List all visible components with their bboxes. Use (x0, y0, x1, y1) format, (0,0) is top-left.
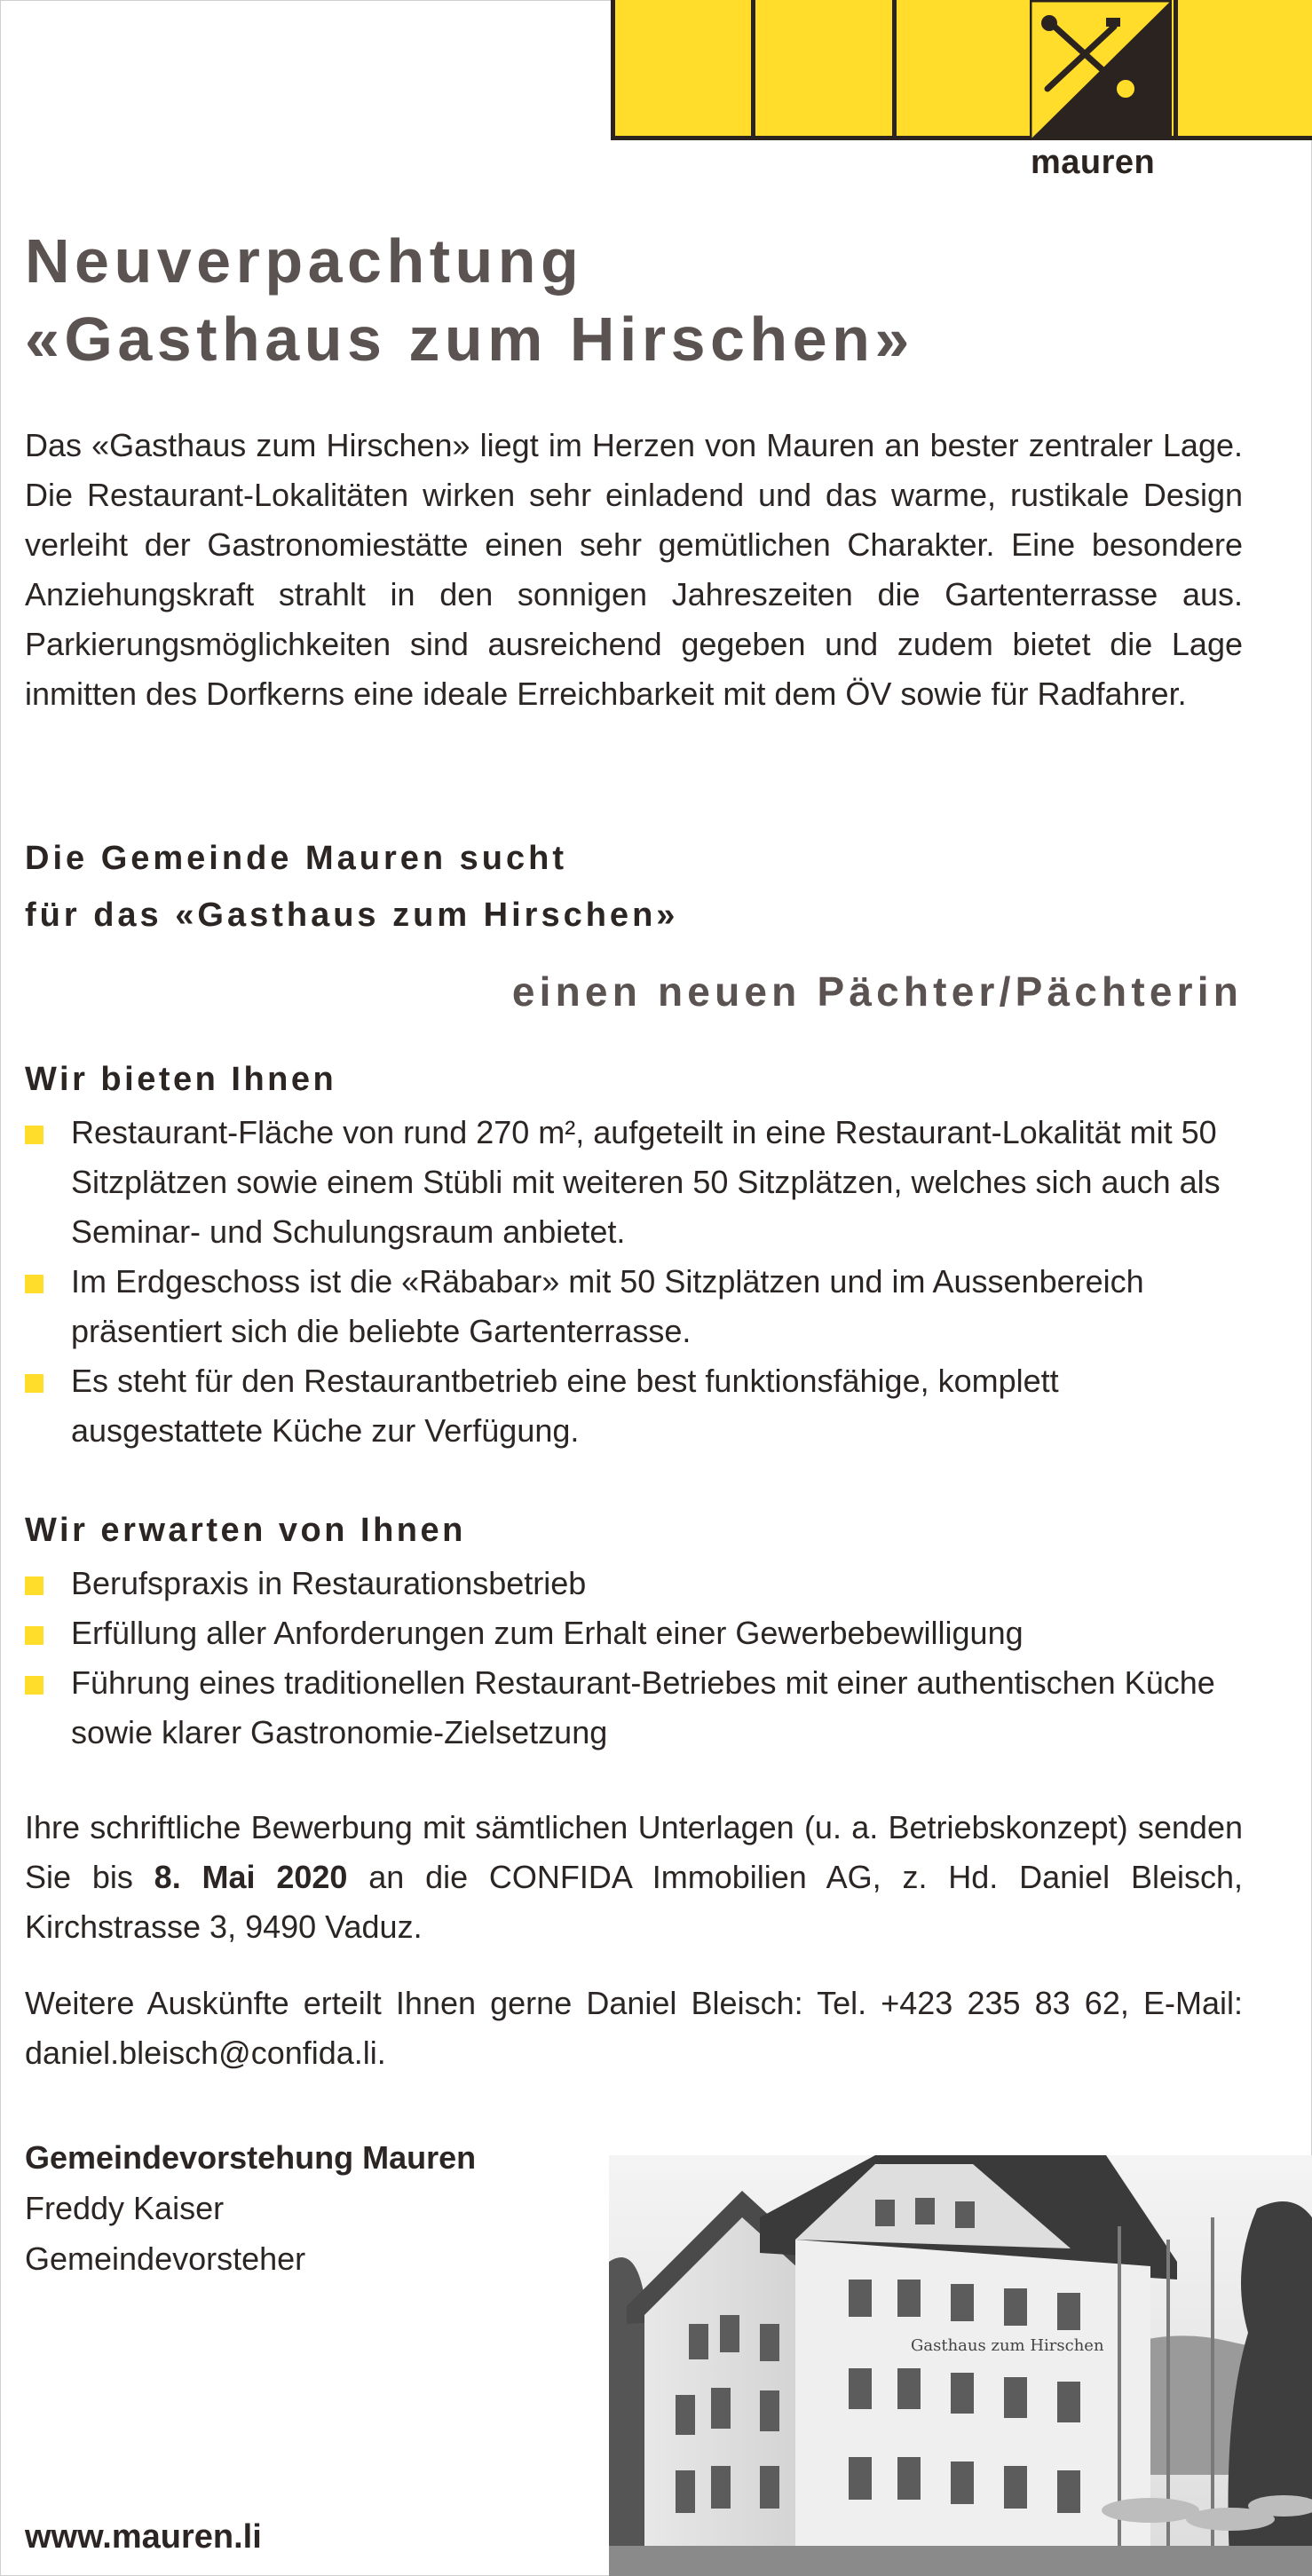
bullet-square-icon (25, 1126, 43, 1144)
list-item (25, 1658, 1243, 1758)
application-text-after: an die CONFIDA Immobilien AG, z. Hd. Daniel Bleisch, Kirchstrasse 3, 9490 Vaduz. (25, 1859, 1244, 1945)
header-segment (611, 0, 751, 140)
page-title (25, 222, 914, 378)
expect-item-text: Berufspraxis in Restaurationsbetrieb (71, 1565, 587, 1601)
header-segment (1174, 0, 1312, 140)
contact-paragraph: Weitere Auskünfte erteilt Ihnen gerne Daniel Bleisch: Tel. +423 235 83 62, E-Mail: daniel.bleisch@confida.li. (25, 1985, 1243, 2071)
header-segment (751, 0, 891, 140)
role-heading: einen neuen Pächter/Pächterin (511, 968, 1243, 1015)
offer-heading: Wir bieten Ihnen (25, 1061, 337, 1098)
bullet-square-icon (25, 1374, 43, 1393)
intro-paragraph: Das «Gasthaus zum Hirschen» liegt im Herzen von Mauren an bester zentraler Lage. Die Restaurant-Lokalitäten wirken sehr einladend und das warme, rustikale Design verleiht der Gastronomiestätte einen sehr gemütlichen Charakter. Eine besondere Anziehungskraft strahlt in den sonnigen Jahreszeiten die Gartenterrasse aus. Parkierungsmöglichkeiten sind ausreichend gegeben und zudem bietet die Lage inmitten des Dorfkerns eine ideale Erreichbarkeit mit dem ÖV sowie für Radfahrer. (25, 427, 1243, 712)
signature-role: Gemeindevorsteher (25, 2240, 306, 2277)
bullet-square-icon (25, 1626, 43, 1645)
list-item (25, 1257, 1243, 1356)
list-item (25, 1356, 1243, 1456)
search-line-1: Die Gemeinde Mauren sucht (25, 840, 568, 877)
bullet-square-icon (25, 1676, 43, 1695)
list-item (25, 1108, 1243, 1257)
header-bar (611, 0, 1312, 140)
title-line-1: Neuverpachtung (25, 226, 584, 296)
search-statement (25, 830, 678, 944)
expect-heading: Wir erwarten von Ihnen (25, 1512, 466, 1549)
keys-crest-icon (1030, 0, 1172, 140)
expect-item-text: Führung eines traditionellen Restaurant-Betriebes mit einer authentischen Küche sowie klarer Gastronomie-Zielsetzung (71, 1664, 1215, 1750)
offer-item-text: Im Erdgeschoss ist die «Räbabar» mit 50 Sitzplätzen und im Aussenbereich präsentiert sich die beliebte Gartenterrasse. (71, 1263, 1144, 1349)
application-text-before: Ihre schriftliche Bewerbung mit sämtlichen Unterlagen (u. a. Betriebskonzept) senden Sie bis (25, 1809, 1243, 1895)
deadline-date: 8. Mai 2020 (154, 1859, 348, 1895)
list-item (25, 1608, 1243, 1658)
offer-item-text: Restaurant-Fläche von rund 270 m², aufgeteilt in eine Restaurant-Lokalität mit 50 Sitzplätzen sowie einem Stübli mit weiteren 50 Sitzplätzen, welches sich auch als Seminar- und Schulungsraum anbietet. (71, 1114, 1221, 1250)
photo-facade-text: Gasthaus zum Hirschen (911, 2336, 1104, 2355)
bullet-square-icon (25, 1275, 43, 1293)
building-photo (609, 2155, 1312, 2576)
search-line-2: für das «Gasthaus zum Hirschen» (25, 897, 679, 934)
offer-list (25, 1108, 1243, 1456)
offer-item-text: Es steht für den Restaurantbetrieb eine best funktionsfähige, komplett ausgestattete Küche zur Verfügung. (71, 1363, 1059, 1449)
application-paragraph (25, 1803, 1243, 1952)
list-item (25, 1559, 1243, 1608)
signature-block (25, 2132, 476, 2284)
signature-name: Freddy Kaiser (25, 2190, 225, 2226)
website-link[interactable]: www.mauren.li (25, 2518, 262, 2556)
expect-item-text: Erfüllung aller Anforderungen zum Erhalt einer Gewerbebewilligung (71, 1615, 1024, 1651)
signature-org: Gemeindevorstehung Mauren (25, 2139, 477, 2176)
bullet-square-icon (25, 1576, 43, 1595)
expect-list (25, 1559, 1243, 1758)
header-segment (892, 0, 1032, 140)
title-line-2: «Gasthaus zum Hirschen» (25, 304, 914, 374)
brand-logotype: mauren (1031, 144, 1156, 181)
